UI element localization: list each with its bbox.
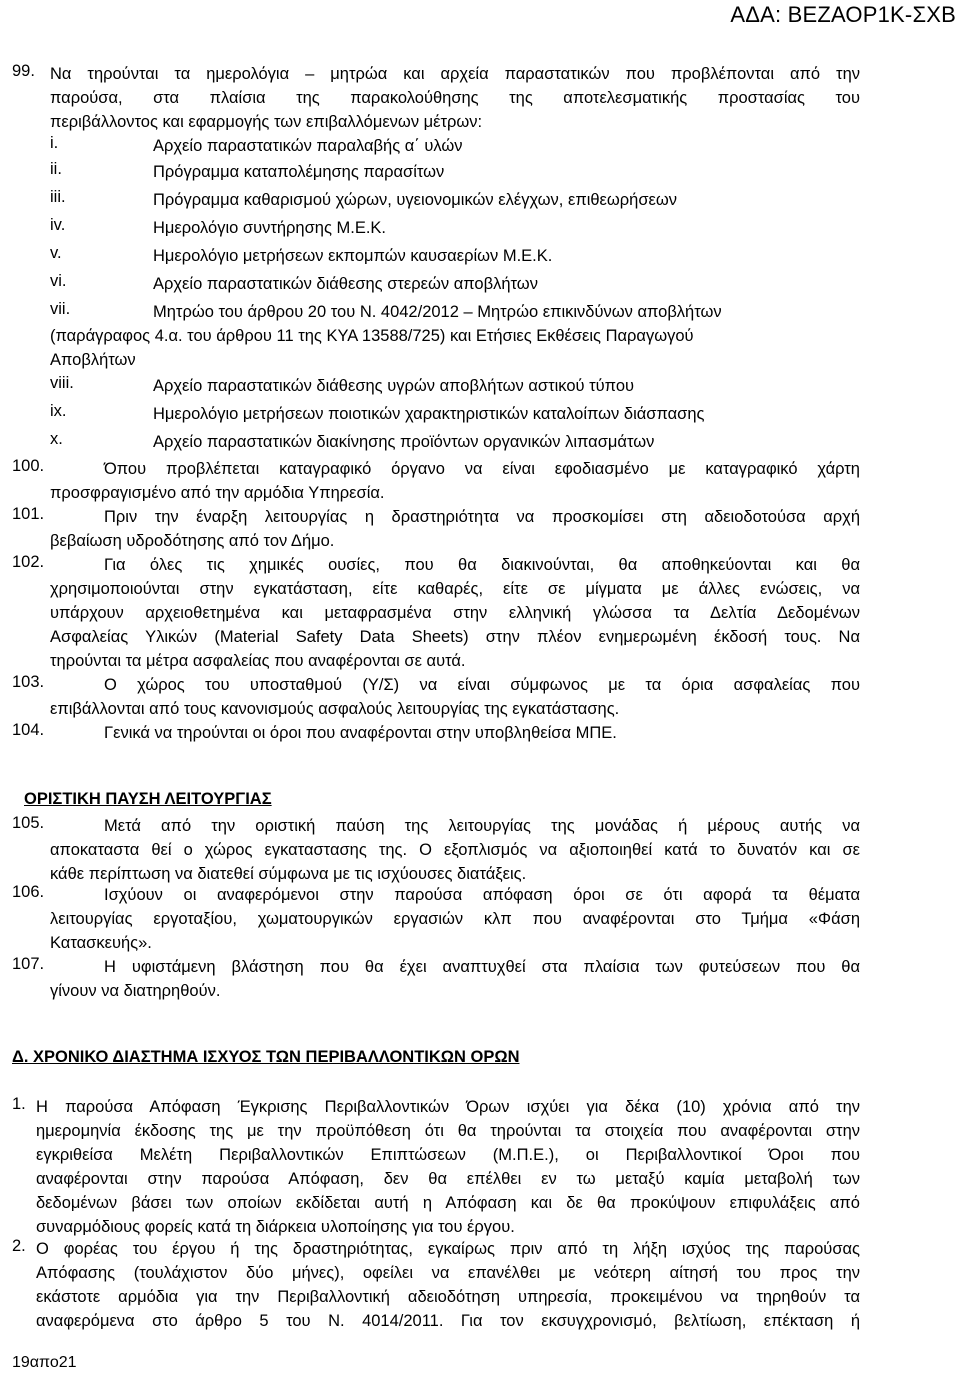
list-item: Αρχείο παραστατικών διάθεσης υγρών αποβλήτων αστικού τύπου xyxy=(153,377,635,395)
paragraph-line: επιβάλλονται από τους κανονισμούς ασφαλούς λειτουργίας της εγκατάστασης. xyxy=(50,700,620,718)
paragraph-line: συναρμόδιους φορείς κατά τη διάρκεια υλοποίησης για του έργου. xyxy=(36,1218,515,1236)
list-marker: iii. xyxy=(50,188,66,206)
list-marker: ii. xyxy=(50,160,62,178)
paragraph-line: Η υφιστάμενη βλάστηση που θα έχει αναπτυχθεί στα πλαίσια των φυτεύσεων που θα xyxy=(104,958,860,976)
item-number: 101. xyxy=(12,505,45,523)
paragraph-line: αναφερόμενα στο άρθρο 5 του Ν. 4014/2011. Για τον εκσυγχρονισμό, βελτίωση, επέκταση ή xyxy=(36,1312,860,1330)
list-marker: i. xyxy=(50,134,59,152)
list-marker: x. xyxy=(50,430,63,448)
list-marker: iv. xyxy=(50,216,66,234)
paragraph-line: Ασφαλείας Υλικών (Material Safety Data Sheets) στην πλέον ενημερωμένη έκδοσή τους. Να xyxy=(50,628,860,646)
paragraph-line: γίνουν να διατηρηθούν. xyxy=(50,982,221,1000)
list-item: Πρόγραμμα καθαρισμού χώρων, υγειονομικών ελέγχων, επιθεωρήσεων xyxy=(153,191,678,209)
paragraph-line: αναφέρονται στην παρούσα Απόφαση, δεν θα επέλθει εν τω μεταξύ καμία μεταβολή των xyxy=(36,1170,860,1188)
paragraph-line: Κατασκευής». xyxy=(50,934,152,952)
item-number: 106. xyxy=(12,883,45,901)
item-number: 105. xyxy=(12,814,45,832)
paragraph-line: αποκαταστα θεί ο χώρος εγκαταστασης της. Ο εξοπλισμός να αξιοποιηθεί κατά το δυνατόν και σε xyxy=(50,841,860,859)
list-marker: viii. xyxy=(50,374,74,392)
page-number: 19απο21 xyxy=(12,1354,77,1371)
list-item: Αρχείο παραστατικών παραλαβής α΄ υλών xyxy=(153,137,463,155)
paragraph-line: (παράγραφος 4.α. του άρθρου 11 της ΚΥΑ 13588/725) και Ετήσιες Εκθέσεις Παραγωγού xyxy=(50,327,694,345)
paragraph-line: Μετά από την οριστική παύση της λειτουργίας της μονάδας ή μέρους αυτής να xyxy=(104,817,860,835)
section-heading: Δ. ΧΡΟΝΙΚΟ ΔΙΑΣΤΗΜΑ ΙΣΧΥΟΣ ΤΩΝ ΠΕΡΙΒΑΛΛΟΝΤΙΚΩΝ ΟΡΩΝ xyxy=(12,1048,520,1066)
paragraph-line: κάθε περίπτωση να διατεθεί σύμφωνα με τις ισχύουσες διατάξεις. xyxy=(50,865,527,883)
list-item: Ημερολόγιο συντήρησης Μ.Ε.Κ. xyxy=(153,219,386,237)
list-marker: vi. xyxy=(50,272,67,290)
paragraph-line: Για όλες τις χημικές ουσίες, που θα διακινούνται, θα αποθηκεύονται και θα xyxy=(104,556,860,574)
paragraph-line: Η παρούσα Απόφαση Έγκρισης Περιβαλλοντικών Όρων ισχύει για δέκα (10) χρόνια από την xyxy=(36,1098,860,1116)
list-item: Πρόγραμμα καταπολέμησης παρασίτων xyxy=(153,163,445,181)
item-number: 99. xyxy=(12,62,35,80)
paragraph-line: υπάρχουν αρχειοθετημένα και μεταφρασμένα στην ελληνική γλώσσα τα Δελτία Δεδομένων xyxy=(50,604,860,622)
item-number: 107. xyxy=(12,955,45,973)
paragraph-line: περιβάλλοντος και εφαρμογής των επιβαλλόμενων μέτρων: xyxy=(50,113,483,131)
list-item: Ημερολόγιο μετρήσεων ποιοτικών χαρακτηριστικών καταλοίπων διάσπασης xyxy=(153,405,705,423)
item-number: 100. xyxy=(12,457,45,475)
list-item: Αρχείο παραστατικών διακίνησης προϊόντων οργανικών λιπασμάτων xyxy=(153,433,655,451)
list-item: Μητρώο του άρθρου 20 του Ν. 4042/2012 – Μητρώο επικινδύνων αποβλήτων xyxy=(153,303,722,321)
paragraph-line: Να τηρούνται τα ημερολόγια – μητρώα και αρχεία παραστατικών που προβλέπονται από την xyxy=(50,65,860,83)
list-marker: vii. xyxy=(50,300,71,318)
paragraph-line: ημερομηνία έκδοσης της με την προϋπόθεση ότι θα τηρούνται τα στοιχεία που αναφέρονται στην xyxy=(36,1122,860,1140)
item-number: 104. xyxy=(12,721,45,739)
paragraph-line: βεβαίωση υδροδότησης από τον Δήμο. xyxy=(50,532,335,550)
item-number: 103. xyxy=(12,673,45,691)
paragraph-line: Ο χώρος του υποσταθμού (Υ/Σ) να είναι σύμφωνος με τα όρια ασφαλείας που xyxy=(104,676,860,694)
paragraph-line: Όπου προβλέπεται καταγραφικό όργανο να είναι εφοδιασμένο με καταγραφικό χάρτη xyxy=(104,460,860,478)
paragraph-line: εγκριθείσα Μελέτη Περιβαλλοντικών Επιπτώσεων (Μ.Π.Ε.), οι Περιβαλλοντικοί Όροι που xyxy=(36,1146,860,1164)
section-heading: ΟΡΙΣΤΙΚΗ ΠΑΥΣΗ ΛΕΙΤΟΥΡΓΙΑΣ xyxy=(24,790,272,808)
list-item: Ημερολόγιο μετρήσεων εκπομπών καυσαερίων Μ.Ε.Κ. xyxy=(153,247,553,265)
paragraph-line: λειτουργίας εργοταξίου, χωματουργικών εργασιών κλπ που αναφέρονται στο Τμήμα «Φάση xyxy=(50,910,860,928)
paragraph-line: δεδομένων βάσει των οποίων εκδίδεται αυτή η Απόφαση και δε θα προκύψουν επιφυλάξεις από xyxy=(36,1194,860,1212)
paragraph-line: Ισχύουν οι αναφερόμενοι στην παρούσα απόφαση όροι σε ότι αφορά τα θέματα xyxy=(104,886,860,904)
paragraph-line: Γενικά να τηρούνται οι όροι που αναφέρονται στην υποβληθείσα ΜΠΕ. xyxy=(104,724,617,742)
paragraph-line: Αποβλήτων xyxy=(50,351,136,369)
paragraph-line: χρησιμοποιούνται στην εγκατάσταση, είτε καθαρές, είτε σε μίγματα με άλλες ενώσεις, να xyxy=(50,580,860,598)
paragraph-line: προσφραγισμένο από την αρμόδια Υπηρεσία. xyxy=(50,484,385,502)
list-marker: v. xyxy=(50,244,62,262)
paragraph-line: Ο φορέας του έργου ή της δραστηριότητας, εγκαίρως πριν από τη λήξη ισχύος της παρούσας xyxy=(36,1240,860,1258)
list-item: Αρχείο παραστατικών διάθεσης στερεών αποβλήτων xyxy=(153,275,538,293)
item-number: 1. xyxy=(12,1095,26,1113)
list-marker: ix. xyxy=(50,402,67,420)
paragraph-line: παρούσα, στα πλαίσια της παρακολούθησης της αποτελεσματικής προστασίας του xyxy=(50,89,860,107)
paragraph-line: Απόφασης (τουλάχιστον δύο μήνες), οφείλει να επανέλθει με νεότερη αίτησή του προς την xyxy=(36,1264,860,1282)
paragraph-line: Πριν την έναρξη λειτουργίας η δραστηριότητα να προσκομίσει στη αδειοδοτούσα αρχή xyxy=(104,508,860,526)
paragraph-line: τηρούνται τα μέτρα ασφαλείας που αναφέρονται σε αυτά. xyxy=(50,652,466,670)
item-number: 102. xyxy=(12,553,45,571)
ada-header: ΑΔΑ: ΒΕΖΑΟΡ1Κ-ΣΧΒ xyxy=(730,2,956,27)
paragraph-line: εκάστοτε αρμόδια για την Περιβαλλοντική αδειοδότηση υπηρεσία, προκειμένου να τηρηθούν τα xyxy=(36,1288,860,1306)
item-number: 2. xyxy=(12,1237,26,1255)
